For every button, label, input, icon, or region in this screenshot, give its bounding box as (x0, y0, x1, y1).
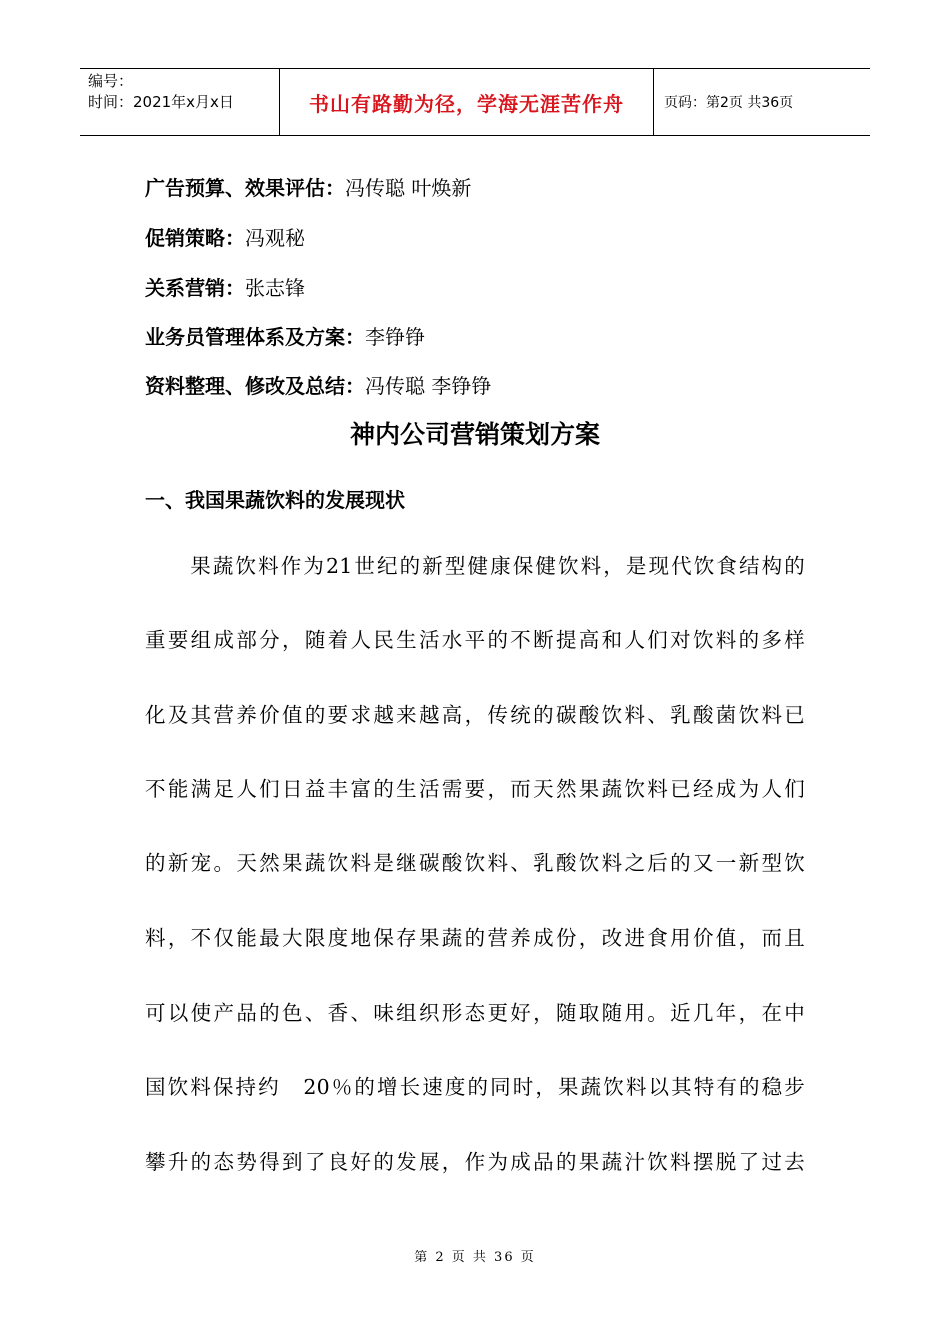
role-label: 业务员管理体系及方案： (145, 325, 365, 349)
role-line (145, 321, 425, 350)
role-line (145, 222, 305, 251)
header-table (80, 68, 870, 136)
role-label: 广告预算、效果评估： (145, 176, 345, 200)
document-title: 神内公司营销策划方案 (349, 420, 600, 449)
paragraph-line: 国饮料保持约 20％的增长速度的同时，果蔬饮料以其特有的稳步 (145, 1075, 805, 1099)
role-names: 冯观秘 (245, 226, 305, 250)
role-line (145, 370, 491, 399)
role-names: 冯传聪 李铮铮 (365, 374, 492, 398)
page-footer: 第 2 页 共 36 页 (414, 1250, 536, 1265)
section-heading: 一、我国果蔬饮料的发展现状 (145, 488, 405, 512)
paragraph-line: 重要组成部分，随着人民生活水平的不断提高和人们对饮料的多样 (145, 628, 805, 652)
header-meta (80, 69, 280, 135)
paragraph-line: 的新宠。天然果蔬饮料是继碳酸饮料、乳酸饮料之后的又一新型饮 (145, 851, 805, 875)
header-slogan: 书山有路勤为径，学海无涯苦作舟 (280, 69, 654, 135)
role-line (145, 172, 471, 201)
role-label: 促销策略： (145, 226, 245, 250)
paragraph-line: 不能满足人们日益丰富的生活需要，而天然果蔬饮料已经成为人们 (145, 777, 805, 801)
role-names: 冯传聪 叶焕新 (345, 176, 472, 200)
header-page-info: 页码：第2页 共36页 (664, 95, 794, 111)
role-names: 李铮铮 (365, 325, 425, 349)
date-label: 时间：2021年x月x日 (88, 93, 234, 111)
role-label: 资料整理、修改及总结： (145, 374, 365, 398)
code-label: 编号： (88, 72, 134, 90)
paragraph-line: 可以使产品的色、香、味组织形态更好，随取随用。近几年，在中 (145, 1001, 805, 1025)
role-label: 关系营销： (145, 276, 245, 300)
paragraph-line: 攀升的态势得到了良好的发展，作为成品的果蔬汁饮料摆脱了过去 (145, 1150, 805, 1174)
paragraph-line: 果蔬饮料作为21世纪的新型健康保健饮料，是现代饮食结构的 (145, 554, 805, 578)
role-names: 张志锋 (245, 276, 305, 300)
paragraph-line: 料，不仅能最大限度地保存果蔬的营养成份，改进食用价值，而且 (145, 926, 805, 950)
paragraph-line: 化及其营养价值的要求越来越高，传统的碳酸饮料、乳酸菌饮料已 (145, 703, 805, 727)
role-line (145, 272, 305, 301)
